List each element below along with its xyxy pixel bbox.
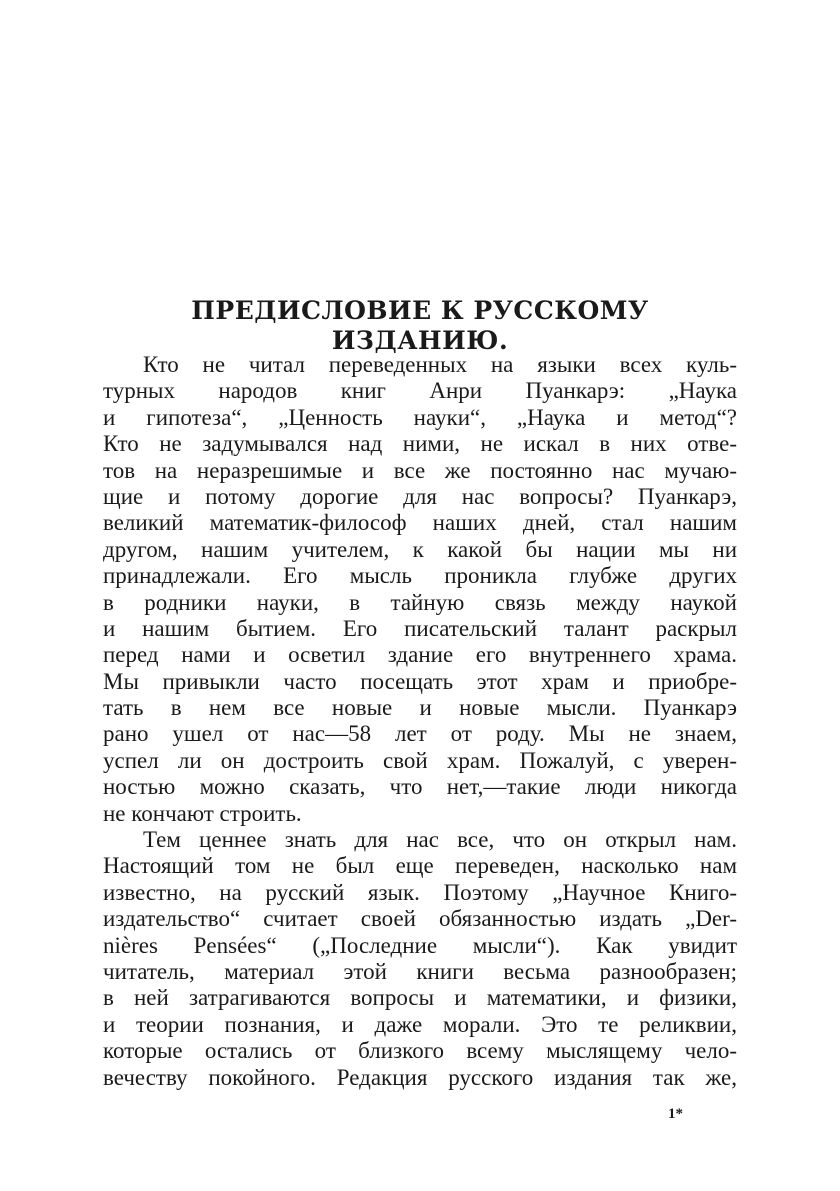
text-line: известно, на русский язык. Поэтому „Научное Книго-	[103, 879, 737, 905]
text-line: nières Pensées“ („Последние мысли“). Как увидит	[103, 932, 737, 958]
text-line: и нашим бытием. Его писательский талант раскрыл	[103, 615, 737, 641]
text-line: Мы привыкли часто посещать этот храм и приобре-	[103, 668, 737, 694]
text-line: Кто не задумывался над ними, не искал в них отве-	[103, 431, 737, 457]
text-line: тов на неразрешимые и все же постоянно нас мучаю-	[103, 457, 737, 483]
text-line: и гипотеза“, „Ценность науки“, „Наука и метод“?	[103, 404, 737, 430]
text-line: ностью можно сказать, что нет,—такие люди никогда	[103, 774, 737, 800]
text-line: вечеству покойного. Редакция русского издания так же,	[103, 1064, 737, 1090]
text-line: перед нами и осветил здание его внутреннего храма.	[103, 642, 737, 668]
text-line: щие и потому дорогие для нас вопросы? Пуанкарэ,	[103, 483, 737, 509]
text-line: которые остались от близкого всему мыслящему чело-	[103, 1038, 737, 1064]
preface-title: ПРЕДИСЛОВИЕ К РУССКОМУ ИЗДАНИЮ.	[191, 296, 649, 355]
text-line: издательство“ считает своей обязанностью издать „Der-	[103, 906, 737, 932]
text-line: не кончают строить.	[103, 800, 302, 826]
text-line: великий математик-философ наших дней, стал нашим	[103, 510, 737, 536]
page-number: 1*	[668, 1106, 683, 1122]
text-line: успел ли он достроить свой храм. Пожалуй, с уверен-	[103, 747, 737, 773]
text-line: Кто не читал переведенных на языки всех куль-	[143, 352, 737, 377]
text-line: читатель, материал этой книги весьма разнообразен;	[103, 958, 737, 984]
text-line: Настоящий том не был еще переведен, насколько нам	[103, 853, 737, 879]
text-line: рано ушел от нас—58 лет от роду. Мы не знаем,	[103, 721, 737, 747]
text-line: другом, нашим учителем, к какой бы нации мы ни	[103, 536, 737, 562]
text-line: и теории познания, и даже морали. Это те реликвии,	[103, 1011, 737, 1037]
text-line: турных народов книг Анри Пуанкарэ: „Наука	[103, 378, 737, 404]
text-line: Тем ценнее знать для нас все, что он открыл нам.	[143, 827, 737, 853]
text-line: принадлежали. Его мысль проникла глубже других	[103, 563, 737, 589]
text-line: тать в нем все новые и новые мысли. Пуанкарэ	[103, 695, 737, 721]
text-line: в ней затрагиваются вопросы и математики, и физики,	[103, 985, 737, 1011]
text-line: в родники науки, в тайную связь между наукой	[103, 589, 737, 615]
preface-body	[103, 352, 737, 1091]
